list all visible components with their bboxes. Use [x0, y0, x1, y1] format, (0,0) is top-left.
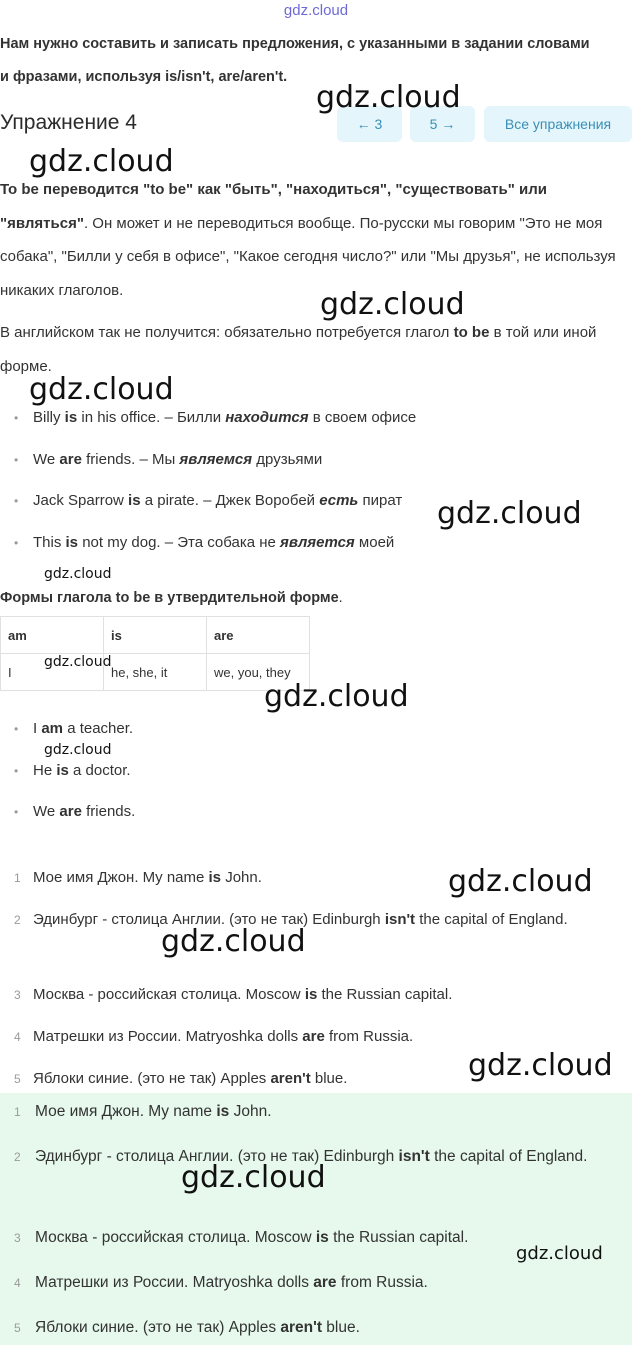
- watermark: gdz.cloud: [316, 80, 461, 115]
- table-cell: he, she, it: [104, 654, 207, 691]
- watermark: gdz.cloud: [320, 287, 465, 322]
- list-item: 1 Мое имя Джон. My name is John.: [14, 869, 262, 886]
- table-header: are: [207, 617, 310, 654]
- watermark: gdz.cloud: [44, 654, 112, 670]
- watermark: gdz.cloud: [264, 679, 409, 714]
- list-item: • Jack Sparrow is a pirate. – Джек Воробей есть пират: [0, 488, 625, 530]
- list-item: • I am a teacher.: [0, 716, 625, 758]
- table-header-row: [1, 617, 310, 654]
- list-item: 4 Матрешки из России. Matryoshka dolls are from Russia.: [14, 1274, 428, 1291]
- theory-text: в той или иной форме.: [0, 324, 597, 375]
- prev-exercise-button[interactable]: ← 3: [337, 106, 402, 142]
- list-item: • We are friends.: [0, 799, 625, 841]
- list-item: 2 Эдинбург - столица Англии. (это не так) Edinburgh isn't the capital of England.: [14, 1148, 588, 1165]
- forms-heading: Формы глагола to be в утвердительной форме.: [0, 590, 343, 606]
- watermark: gdz.cloud: [468, 1048, 613, 1083]
- watermark: gdz.cloud: [44, 742, 112, 758]
- form-examples-list: [0, 716, 625, 841]
- list-item: 5 Яблоки синие. (это не так) Apples aren't blue.: [14, 1070, 348, 1087]
- list-item: • Billy is in his office. – Билли находится в своем офисе: [0, 405, 625, 447]
- watermark: gdz.cloud: [516, 1243, 603, 1264]
- watermark: gdz.cloud: [161, 924, 306, 959]
- list-item: • We are friends. – Мы являемся друзьями: [0, 447, 625, 489]
- exercise-title: Упражнение 4: [0, 111, 137, 134]
- watermark: gdz.cloud: [437, 496, 582, 531]
- task-intro: Нам нужно составить и записать предложения, с указанными в задании словами и фразами, используя is/isn't, are/aren't.: [0, 36, 590, 85]
- theory-paragraph-1: [0, 173, 625, 307]
- list-item: 5 Яблоки синие. (это не так) Apples aren't blue.: [14, 1319, 360, 1336]
- table-cell: I: [1, 654, 104, 691]
- list-item: • He is a doctor.: [0, 758, 625, 800]
- examples-list: [0, 405, 625, 572]
- watermark: gdz.cloud: [181, 1160, 326, 1195]
- theory-highlight: to be: [453, 324, 490, 341]
- list-item: • This is not my dog. – Эта собака не является моей: [0, 530, 625, 572]
- list-item: 4 Матрешки из России. Matryoshka dolls are from Russia.: [14, 1028, 414, 1045]
- watermark: gdz.cloud: [448, 864, 593, 899]
- table-cell: we, you, they: [207, 654, 310, 691]
- watermark-top: gdz.cloud: [283, 2, 349, 19]
- watermark: gdz.cloud: [29, 144, 174, 179]
- watermark: gdz.cloud: [44, 566, 112, 582]
- table-header: am: [1, 617, 104, 654]
- list-item: 1 Мое имя Джон. My name is John.: [14, 1103, 272, 1120]
- table-header: is: [104, 617, 207, 654]
- answers-list-highlighted: [0, 1095, 625, 1356]
- theory-text: В английском так не получится: обязательно потребуется глагол: [0, 324, 454, 341]
- list-item: 3 Москва - российская столица. Moscow is the Russian capital.: [14, 986, 453, 1003]
- list-item: 2 Эдинбург - столица Англии. (это не так) Edinburgh isn't the capital of England.: [14, 911, 568, 928]
- list-item: 3 Москва - российская столица. Moscow is the Russian capital.: [14, 1229, 469, 1246]
- theory-text: . Он может и не переводиться вообще. По-русски мы говорим "Это не моя собака", "Билли у себя в офисе", "Какое сегодня число?" или "Мы друзья", не используя никаких глаголов.: [0, 214, 616, 299]
- next-exercise-button[interactable]: 5 →: [410, 106, 475, 142]
- watermark: gdz.cloud: [29, 372, 174, 407]
- theory-highlight: To be переводится "to be" как "быть", "находиться", "существовать" или "являться": [0, 181, 548, 232]
- all-exercises-button[interactable]: Все упражнения: [484, 106, 632, 142]
